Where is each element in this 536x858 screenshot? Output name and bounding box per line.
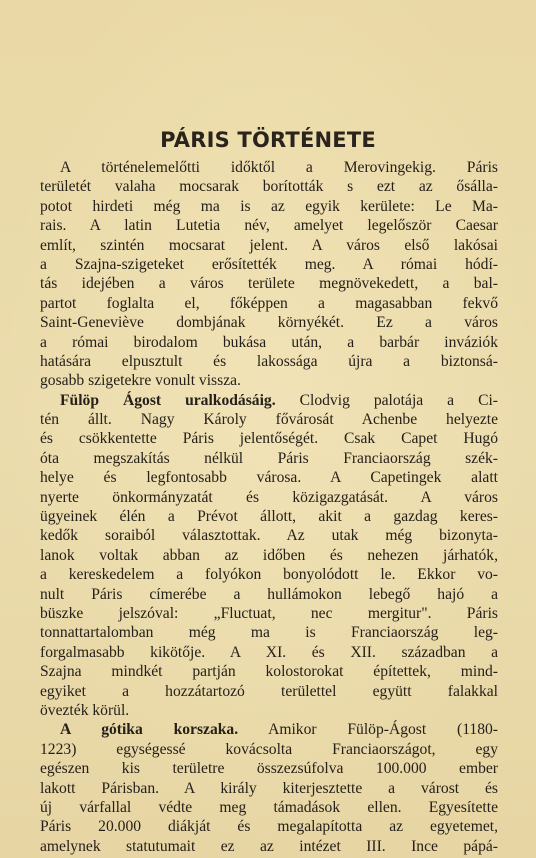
- section-heading: Fülöp Ágost uralkodásáig.: [60, 391, 276, 409]
- page-title: PÁRIS TÖRTÉNETE: [160, 128, 376, 152]
- text-line: Saint-Geneviève dombjának környékét. Ez a város: [40, 314, 498, 332]
- body-text: [40, 158, 498, 856]
- heading-line-rest: Clodvig palotája a Ci-: [299, 391, 498, 409]
- text-line: helye és legfontosabb városa. A Capetingek alatt: [40, 469, 498, 487]
- text-line: a Szajna-szigeteket erősítették meg. A római hódí-: [40, 255, 498, 273]
- text-line: óta megszakítás nélkül Páris Franciaország szék-: [40, 449, 498, 467]
- text-line: rais. A latin Lutetia név, amelyet legelőször Caesar: [40, 217, 498, 235]
- text-line: egészen kis területre összezsúfolva 100.000 ember: [40, 760, 498, 778]
- text-line: területét valaha mocsarak borították s ezt az ősálla-: [40, 178, 498, 196]
- text-line: tás idejében a város területe megnövekedett, a bal-: [40, 275, 498, 293]
- text-line: partot foglalta el, főképpen a magasabban fekvő: [40, 294, 498, 312]
- text-line: nyerte önkormányzatát és közigazgatását. A város: [40, 488, 498, 506]
- text-line: a római birodalom bukása után, a barbár inváziók: [40, 333, 498, 351]
- text-line: lanok voltak abban az időben és nehezen járhatók,: [40, 546, 498, 564]
- text-line: [40, 720, 498, 739]
- text-line: büszke jelszóval: „Fluctuat, nec mergitur". Páris: [40, 604, 498, 622]
- paragraph-gothic-era: [40, 720, 498, 856]
- text-line: tén állt. Nagy Károly fővárosát Achenbe helyezte: [40, 411, 498, 429]
- text-line: nult Páris címerébe a hullámokon lebegő hajó a: [40, 585, 498, 603]
- text-line: 1223) egységessé kovácsolta Franciaországot, egy: [40, 740, 498, 758]
- text-line: A történelemelőtti időktől a Merovingekig. Páris: [60, 159, 498, 176]
- paragraph-philip-augustus: [40, 391, 498, 721]
- text-line: és csökkentette Páris jelentőségét. Csak Capet Hugó: [40, 430, 498, 448]
- text-line: hatására elpusztult és lakossága újra a biztonsá-: [40, 352, 498, 370]
- text-line: Szajna mindkét partján kolostorokat építettek, mind-: [40, 663, 498, 681]
- text-line: övezték körül.: [40, 701, 130, 719]
- text-line: egyiket a hozzátartozó területtel együtt falakkal: [40, 682, 498, 700]
- text-line: Páris 20.000 diákját és megalapította az egyetemet,: [40, 818, 498, 836]
- text-line: gosabb szigetekre vonult vissza.: [40, 372, 241, 390]
- text-line: ügyeinek élén a Prévot állott, akit a gazdag keres-: [40, 508, 498, 526]
- text-line: említ, szintén mocsarat jelent. A város első lakósai: [40, 236, 498, 254]
- text-line: [40, 391, 498, 410]
- text-line: potot hirdeti még ma is az egyik kerülete: Le Ma-: [40, 197, 498, 215]
- text-line: a kereskedelem a folyókon bonyolódott le. Ekkor vo-: [40, 566, 498, 584]
- heading-line-rest: Amikor Fülöp-Ágost (1180-: [268, 721, 498, 739]
- section-heading: A gótika korszaka.: [60, 721, 239, 739]
- text-line: kedők soraiból választottak. Az utak még bizonyta-: [40, 527, 498, 545]
- text-line: tonnattartalomban még ma is Franciaország leg-: [40, 624, 498, 642]
- paragraph-prehistory: [40, 158, 498, 391]
- text-line: új várfallal védte meg támadások ellen. Egyesítette: [40, 798, 498, 816]
- text-line: forgalmasabb kikötője. A XI. és XII. században a: [40, 643, 498, 661]
- text-line: lakott Párisban. A király kiterjesztette a várost és: [40, 779, 498, 797]
- text-line: amelynek statutumait ez az intézet III. Ince pápá-: [40, 837, 498, 855]
